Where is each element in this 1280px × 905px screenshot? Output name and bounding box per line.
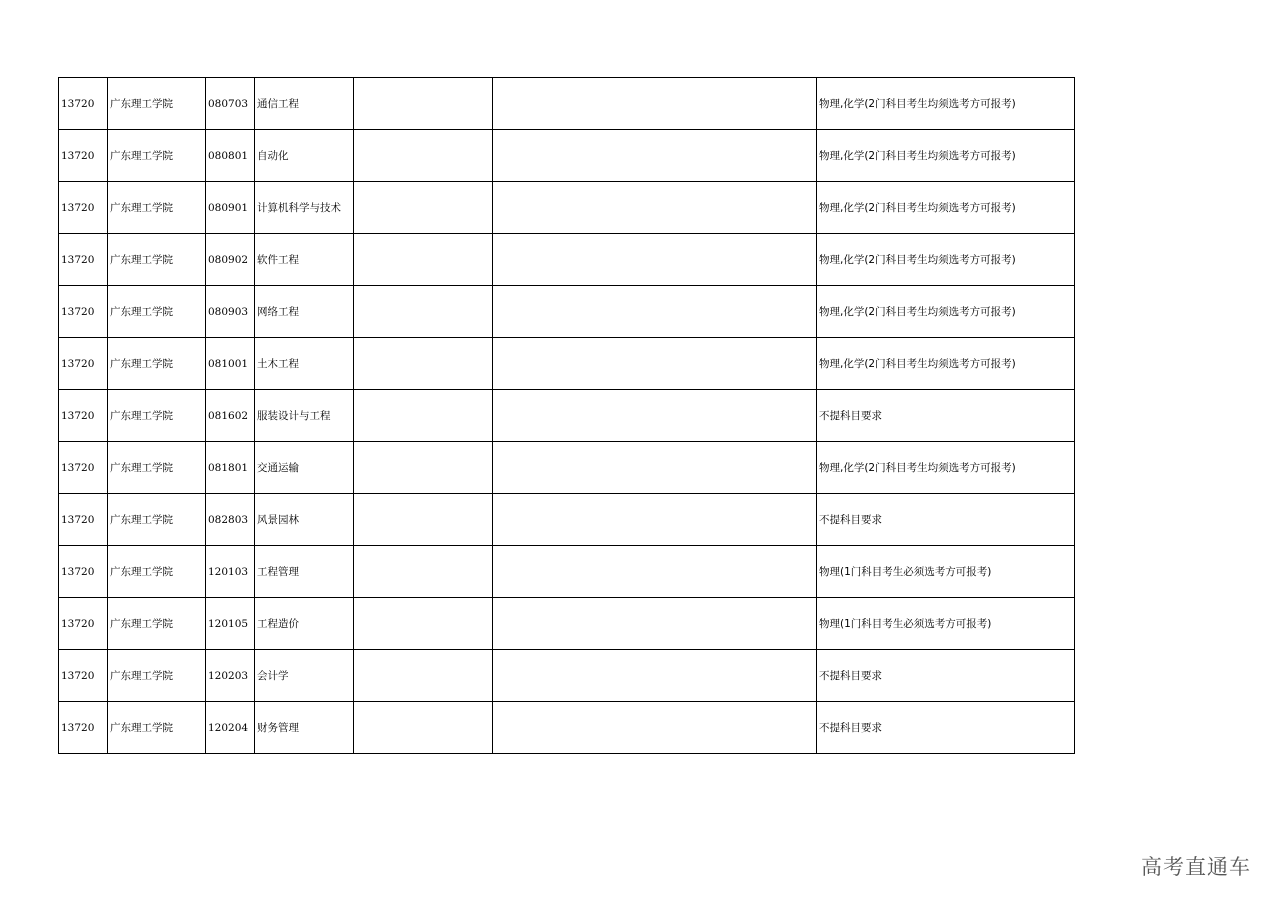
blank-cell-5 <box>354 702 493 754</box>
school-name-cell: 广东理工学院 <box>108 338 206 390</box>
major-name-cell: 土木工程 <box>255 338 354 390</box>
major-code-cell: 080902 <box>206 234 255 286</box>
major-name-cell: 交通运输 <box>255 442 354 494</box>
school-name-cell: 广东理工学院 <box>108 598 206 650</box>
table-row <box>59 650 1075 702</box>
major-code-cell: 120105 <box>206 598 255 650</box>
blank-cell-6 <box>493 286 817 338</box>
major-name-cell: 通信工程 <box>255 78 354 130</box>
major-code-cell: 081001 <box>206 338 255 390</box>
table-row <box>59 182 1075 234</box>
school-code-cell: 13720 <box>59 390 108 442</box>
school-code-cell: 13720 <box>59 286 108 338</box>
major-name-cell: 会计学 <box>255 650 354 702</box>
major-name-cell: 自动化 <box>255 130 354 182</box>
blank-cell-5 <box>354 390 493 442</box>
school-name-cell: 广东理工学院 <box>108 130 206 182</box>
school-name-cell: 广东理工学院 <box>108 442 206 494</box>
blank-cell-6 <box>493 130 817 182</box>
school-code-cell: 13720 <box>59 182 108 234</box>
subject-requirement-cell: 物理,化学(2门科目考生均须选考方可报考) <box>817 286 1075 338</box>
major-code-cell: 080703 <box>206 78 255 130</box>
major-name-cell: 工程造价 <box>255 598 354 650</box>
subject-requirements-table <box>58 77 1075 754</box>
blank-cell-5 <box>354 338 493 390</box>
blank-cell-5 <box>354 598 493 650</box>
table-row <box>59 234 1075 286</box>
blank-cell-6 <box>493 442 817 494</box>
major-name-cell: 风景园林 <box>255 494 354 546</box>
school-name-cell: 广东理工学院 <box>108 390 206 442</box>
blank-cell-6 <box>493 702 817 754</box>
school-code-cell: 13720 <box>59 338 108 390</box>
table-row <box>59 598 1075 650</box>
blank-cell-5 <box>354 130 493 182</box>
school-code-cell: 13720 <box>59 442 108 494</box>
major-name-cell: 财务管理 <box>255 702 354 754</box>
subject-requirement-cell: 物理(1门科目考生必须选考方可报考) <box>817 546 1075 598</box>
major-code-cell: 120203 <box>206 650 255 702</box>
table-row <box>59 390 1075 442</box>
blank-cell-6 <box>493 78 817 130</box>
subject-requirement-cell: 不提科目要求 <box>817 390 1075 442</box>
subject-requirement-cell: 不提科目要求 <box>817 702 1075 754</box>
major-code-cell: 081801 <box>206 442 255 494</box>
table-row <box>59 702 1075 754</box>
school-name-cell: 广东理工学院 <box>108 286 206 338</box>
major-code-cell: 080903 <box>206 286 255 338</box>
school-code-cell: 13720 <box>59 598 108 650</box>
watermark-text: 高考直通车 <box>1141 855 1251 879</box>
table-row <box>59 546 1075 598</box>
school-name-cell: 广东理工学院 <box>108 234 206 286</box>
table-row <box>59 78 1075 130</box>
blank-cell-6 <box>493 234 817 286</box>
school-code-cell: 13720 <box>59 234 108 286</box>
major-code-cell: 081602 <box>206 390 255 442</box>
blank-cell-5 <box>354 234 493 286</box>
major-name-cell: 网络工程 <box>255 286 354 338</box>
school-name-cell: 广东理工学院 <box>108 494 206 546</box>
blank-cell-6 <box>493 650 817 702</box>
subject-requirement-cell: 物理,化学(2门科目考生均须选考方可报考) <box>817 78 1075 130</box>
table-row <box>59 338 1075 390</box>
table-row <box>59 130 1075 182</box>
subject-requirement-cell: 物理,化学(2门科目考生均须选考方可报考) <box>817 338 1075 390</box>
subject-requirement-cell: 不提科目要求 <box>817 494 1075 546</box>
major-code-cell: 120103 <box>206 546 255 598</box>
school-code-cell: 13720 <box>59 702 108 754</box>
school-code-cell: 13720 <box>59 78 108 130</box>
major-name-cell: 工程管理 <box>255 546 354 598</box>
subject-requirement-cell: 物理,化学(2门科目考生均须选考方可报考) <box>817 442 1075 494</box>
blank-cell-5 <box>354 182 493 234</box>
subject-requirement-cell: 物理,化学(2门科目考生均须选考方可报考) <box>817 234 1075 286</box>
school-name-cell: 广东理工学院 <box>108 78 206 130</box>
school-name-cell: 广东理工学院 <box>108 546 206 598</box>
blank-cell-5 <box>354 494 493 546</box>
school-code-cell: 13720 <box>59 546 108 598</box>
major-code-cell: 080801 <box>206 130 255 182</box>
blank-cell-6 <box>493 182 817 234</box>
major-name-cell: 服装设计与工程 <box>255 390 354 442</box>
blank-cell-6 <box>493 338 817 390</box>
school-code-cell: 13720 <box>59 650 108 702</box>
table-body <box>59 78 1075 754</box>
blank-cell-5 <box>354 78 493 130</box>
school-name-cell: 广东理工学院 <box>108 650 206 702</box>
major-name-cell: 软件工程 <box>255 234 354 286</box>
major-code-cell: 120204 <box>206 702 255 754</box>
subject-requirement-cell: 物理(1门科目考生必须选考方可报考) <box>817 598 1075 650</box>
blank-cell-6 <box>493 546 817 598</box>
school-code-cell: 13720 <box>59 494 108 546</box>
school-name-cell: 广东理工学院 <box>108 702 206 754</box>
major-code-cell: 082803 <box>206 494 255 546</box>
subject-requirement-cell: 物理,化学(2门科目考生均须选考方可报考) <box>817 130 1075 182</box>
subject-requirement-cell: 不提科目要求 <box>817 650 1075 702</box>
table-row <box>59 494 1075 546</box>
blank-cell-5 <box>354 442 493 494</box>
blank-cell-5 <box>354 650 493 702</box>
blank-cell-6 <box>493 598 817 650</box>
school-code-cell: 13720 <box>59 130 108 182</box>
blank-cell-5 <box>354 546 493 598</box>
major-name-cell: 计算机科学与技术 <box>255 182 354 234</box>
major-code-cell: 080901 <box>206 182 255 234</box>
table-row <box>59 442 1075 494</box>
blank-cell-6 <box>493 494 817 546</box>
table-row <box>59 286 1075 338</box>
school-name-cell: 广东理工学院 <box>108 182 206 234</box>
blank-cell-6 <box>493 390 817 442</box>
blank-cell-5 <box>354 286 493 338</box>
subject-requirement-cell: 物理,化学(2门科目考生均须选考方可报考) <box>817 182 1075 234</box>
